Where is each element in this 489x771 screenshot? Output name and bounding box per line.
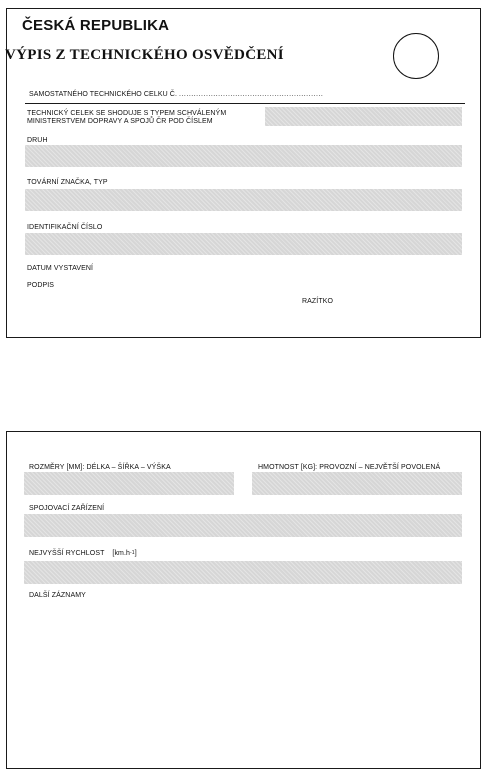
dimensions-label: ROZMĚRY [MM]: DÉLKA – ŠÍŘKA – VÝŠKA <box>29 464 171 471</box>
max-speed-label-text: NEJVYŠŠÍ RYCHLOST <box>29 550 105 557</box>
speed-unit-exponent: -1 <box>130 550 135 556</box>
country-heading: ČESKÁ REPUBLIKA <box>22 17 170 34</box>
further-records-label: DALŠÍ ZÁZNAMY <box>29 592 86 599</box>
signature-label: PODPIS <box>27 282 55 289</box>
approval-label-line1: TECHNICKÝ CELEK SE SHODUJE S TYPEM SCHVÁLENÝM <box>27 110 227 117</box>
header-divider <box>25 103 465 104</box>
unit-number-label-text: SAMOSTATNÉHO TECHNICKÉHO CELKU Č. <box>29 91 177 98</box>
certificate-front-card <box>6 8 481 338</box>
speed-unit <box>112 550 136 557</box>
stamp-label: RAZÍTKO <box>302 298 334 305</box>
max-speed-field[interactable] <box>24 561 462 584</box>
make-type-label: TOVÁRNÍ ZNAČKA, TYP <box>27 179 108 186</box>
approval-label <box>27 110 226 126</box>
coupling-device-label: SPOJOVACÍ ZAŘÍZENÍ <box>29 505 105 512</box>
unit-number-label <box>29 91 323 99</box>
approval-number-field[interactable] <box>265 107 462 126</box>
weight-field[interactable] <box>252 472 462 495</box>
weight-label: HMOTNOST [KG]: PROVOZNÍ – NEJVĚTŠÍ POVOLENÁ <box>258 464 441 471</box>
seal-circle <box>393 33 439 79</box>
speed-unit-close: ] <box>134 550 137 557</box>
identification-number-label: IDENTIFIKAČNÍ ČÍSLO <box>27 224 103 231</box>
dimensions-field[interactable] <box>24 472 234 495</box>
speed-unit-base: [km.h <box>112 550 131 557</box>
certificate-back-card <box>6 431 481 769</box>
make-type-field[interactable] <box>25 189 462 211</box>
approval-label-line2: MINISTERSTVEM DOPRAVY A SPOJŮ ČR POD ČÍSLEM <box>27 118 213 125</box>
kind-field[interactable] <box>25 145 462 167</box>
identification-number-field[interactable] <box>25 233 462 255</box>
issue-date-label: DATUM VYSTAVENÍ <box>27 265 94 272</box>
unit-number-dots: ........................................................... <box>179 91 324 98</box>
kind-label: DRUH <box>27 137 48 144</box>
document-title: VÝPIS Z TECHNICKÉHO OSVĚDČENÍ <box>5 47 284 63</box>
coupling-device-field[interactable] <box>24 514 462 537</box>
max-speed-label <box>29 550 137 558</box>
